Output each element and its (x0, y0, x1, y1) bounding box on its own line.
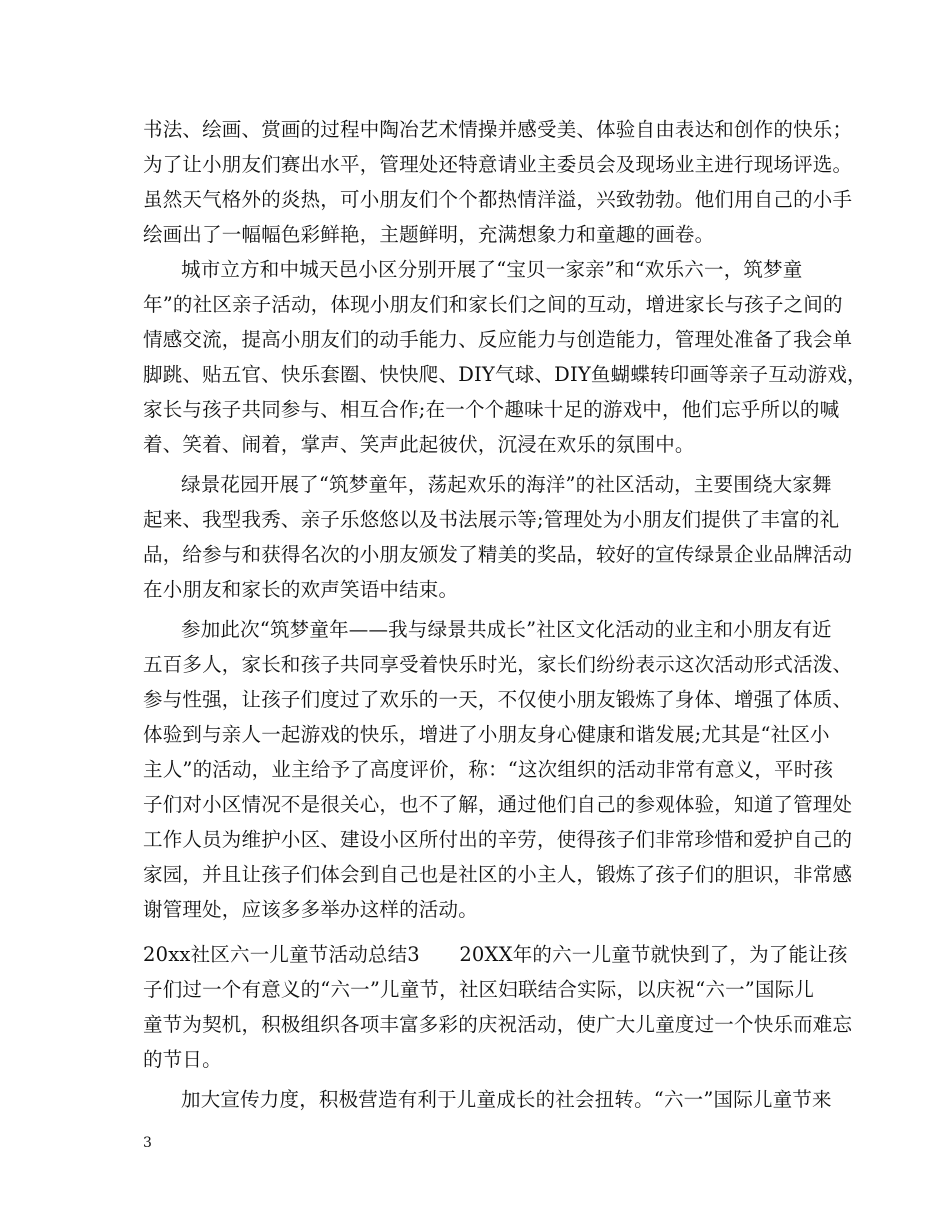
body-text-line: 在小朋友和家长的欢声笑语中结束。 (143, 578, 459, 601)
page-number: 3 (143, 1135, 152, 1151)
body-text-line: 的节日。 (143, 1048, 222, 1071)
body-text-line: 为了让小朋友们赛出水平，管理处还特意请业主委员会及现场业主进行现场评选。 (143, 153, 853, 176)
body-text-line: 子们对小区情况不是很关心，也不了解，通过他们自己的参观体验，知道了管理处 (143, 793, 853, 816)
body-text-line: 体验到与亲人一起游戏的快乐，增进了小朋友身心健康和谐发展;尤其是“社区小 (143, 723, 830, 746)
body-text-line: 参与性强，让孩子们度过了欢乐的一天，不仅使小朋友锻炼了身体、增强了体质、 (143, 688, 853, 711)
body-text-line: 子们过一个有意义的“六一”儿童节，社区妇联结合实际，以庆祝“六一”国际儿 (143, 978, 815, 1001)
body-text-line: 五百多人，家长和孩子共同享受着快乐时光，家长们纷纷表示这次活动形式活泼、 (143, 653, 853, 676)
paragraph-first-line: 加大宣传力度，积极营造有利于儿童成长的社会扭转。“六一”国际儿童节来 (181, 1088, 832, 1111)
paragraph-first-line: 参加此次“筑梦童年——我与绿景共成长”社区文化活动的业主和小朋友有近 (181, 618, 832, 641)
paragraph-first-line: 城市立方和中城天邑小区分别开展了“宝贝一家亲”和“欢乐六一，筑梦童 (181, 258, 803, 281)
body-text-line: 品，给参与和获得名次的小朋友颁发了精美的奖品，较好的宣传绿景企业品牌活动 (143, 543, 853, 566)
body-text-line: 书法、绘画、赏画的过程中陶冶艺术情操并感受美、体验自由表达和创作的快乐； (143, 118, 853, 141)
body-text-line: 年”的社区亲子活动，体现小朋友们和家长们之间的互动，增进家长与孩子之间的 (143, 293, 843, 316)
body-text-line: 家园，并且让孩子们体会到自己也是社区的小主人，锻炼了孩子们的胆识，非常感 (143, 863, 853, 886)
body-text-line: 绘画出了一幅幅色彩鲜艳，主题鲜明，充满想象力和童趣的画卷。 (143, 223, 715, 246)
body-text-line: 着、笑着、闹着，掌声、笑声此起彼伏，沉浸在欢乐的氛围中。 (143, 433, 695, 456)
section-title-line: 20xx社区六一儿童节活动总结3 20XX年的六一儿童节就快到了，为了能让孩 (143, 943, 848, 966)
body-text-line: 主人”的活动，业主给予了高度评价，称：“这次组织的活动非常有意义，平时孩 (143, 758, 834, 781)
body-text-line: 虽然天气格外的炎热，可小朋友们个个都热情洋溢，兴致勃勃。他们用自己的小手 (143, 188, 853, 211)
body-text-line: 情感交流，提高小朋友们的动手能力、反应能力与创造能力，管理处准备了我会单 (143, 328, 853, 351)
body-text-line: 脚跳、贴五官、快乐套圈、快快爬、DIY气球、DIY鱼蝴蝶转印画等亲子互动游戏， (143, 363, 867, 386)
body-text-line: 谢管理处，应该多多举办这样的活动。 (143, 898, 478, 921)
body-text-line: 童节为契机，积极组织各项丰富多彩的庆祝活动，使广大儿童度过一个快乐而难忘 (143, 1013, 853, 1036)
body-text-line: 家长与孩子共同参与、相互合作;在一个个趣味十足的游戏中，他们忘乎所以的喊 (143, 398, 840, 421)
body-text-line: 起来、我型我秀、亲子乐悠悠以及书法展示等;管理处为小朋友们提供了丰富的礼 (143, 508, 840, 531)
body-text-line: 工作人员为维护小区、建设小区所付出的辛劳，使得孩子们非常珍惜和爱护自己的 (143, 828, 853, 851)
paragraph-first-line: 绿景花园开展了“筑梦童年，荡起欢乐的海洋”的社区活动，主要围绕大家舞 (181, 473, 832, 496)
